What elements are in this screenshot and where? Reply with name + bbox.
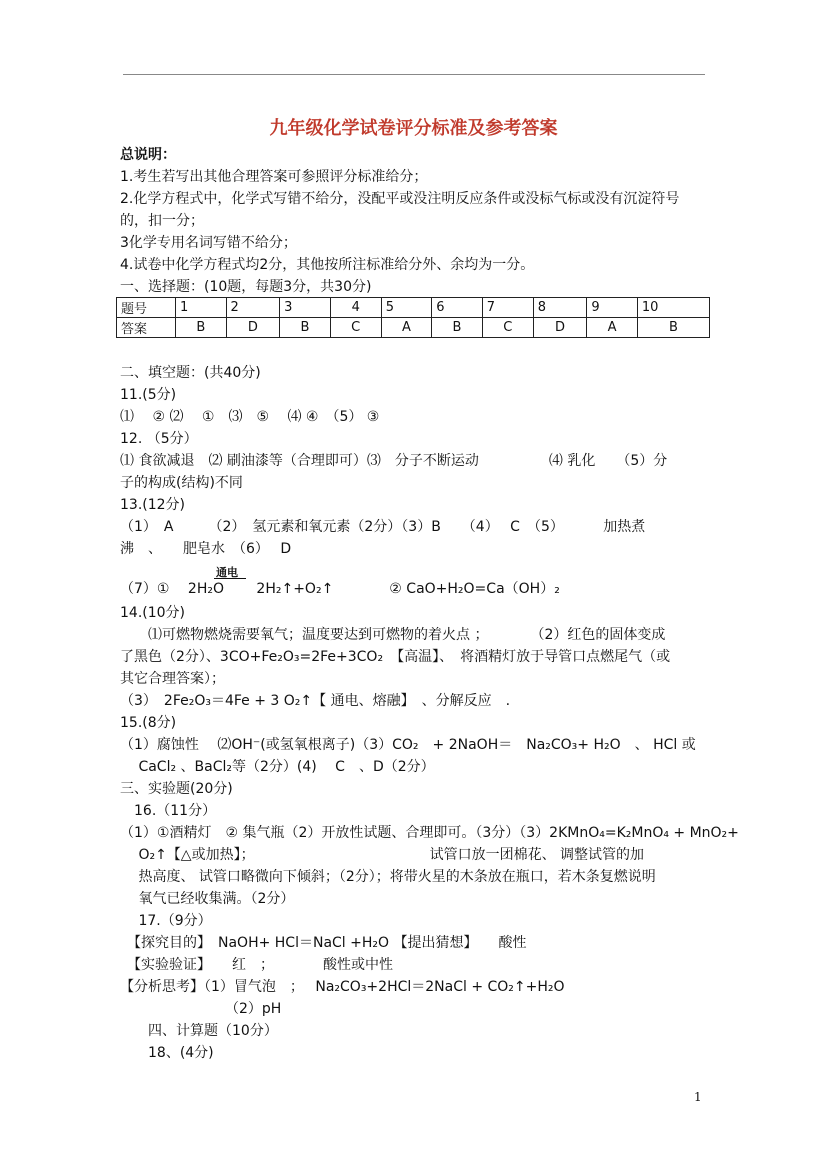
table-cell: A <box>587 318 638 338</box>
general-line: 3化学专用名词写错不给分； <box>120 235 297 251</box>
table-cell: B <box>637 318 709 338</box>
general-line: 的，扣一分； <box>120 213 204 229</box>
answer-line: ⑴ 食欲减退 ⑵ 刷油漆等（合理即可）⑶ 分子不断运动 ⑷ 乳化 （5）分 <box>120 453 668 469</box>
table-cell: 5 <box>381 298 432 318</box>
table-cell: 9 <box>587 298 638 318</box>
table-cell: A <box>381 318 432 338</box>
section3-heading: 三、实验题(20分) <box>120 781 233 797</box>
answer-line: 11.(5分) <box>120 387 177 403</box>
page-number: 1 <box>694 1090 702 1104</box>
table-cell: 2 <box>226 298 280 318</box>
condition-bar <box>214 578 246 579</box>
answer-line: 【实验验证】 红 ； 酸性或中性 <box>120 957 393 973</box>
table-cell: B <box>432 318 483 338</box>
answer-line: 18、(4分) <box>120 1045 214 1061</box>
answer-line: 17.（9分） <box>120 913 212 929</box>
table-cell: C <box>330 318 381 338</box>
answer-line: 沸 、 肥皂水 （6） D <box>120 541 292 557</box>
electrolysis-condition: 通电 <box>216 566 238 579</box>
answer-line: 14.(10分) <box>120 605 186 621</box>
answer-line: 12. （5分） <box>120 431 198 447</box>
answer-line: （1） A （2） 氢元素和氧元素（2分）（3）B （4） C （5） 加热煮 <box>120 519 646 535</box>
answer-line: CaCl₂ 、BaCl₂等（2分）(4) C 、D（2分） <box>120 759 435 775</box>
answer-line: 16.（11分） <box>120 803 217 819</box>
row-label: 题号 <box>117 298 176 318</box>
answer-line: ⑴ ② ⑵ ① ⑶ ⑤ ⑷ ④ （5） ③ <box>120 409 380 425</box>
general-line: 4.试卷中化学方程式均2分，其他按所注标准给分外、余均为一分。 <box>120 257 535 273</box>
answer-line: （1）①酒精灯 ② 集气瓶（2）开放性试题、合理即可。（3分）（3）2KMnO₄=K₂MnO₄ + MnO₂+ <box>120 825 739 841</box>
table-cell: 6 <box>432 298 483 318</box>
answer-line: 子的构成(结构)不同 <box>120 475 243 491</box>
answer-line: 13.(12分) <box>120 497 186 513</box>
table-cell: D <box>226 318 280 338</box>
general-line: 2.化学方程式中，化学式写错不给分，没配平或没注明反应条件或没标气标或没有沉淀符号 <box>120 191 680 207</box>
table-cell: 1 <box>176 298 227 318</box>
answer-line: 了黑色（2分）、3CO+Fe₂O₃=2Fe+3CO₂ 【高温】、 将酒精灯放于导管口点燃尾气（或 <box>120 649 671 665</box>
table-cell: D <box>533 318 587 338</box>
general-heading: 总说明： <box>120 147 176 163</box>
table-row <box>117 298 710 318</box>
answer-line: ⑴可燃物燃烧需要氧气；温度要达到可燃物的着火点 ； （2）红色的固体变成 <box>120 627 666 643</box>
answer-line: 【分析思考】（1）冒气泡 ； Na₂CO₃+2HCl＝2NaCl + CO₂↑+H₂O <box>120 979 565 995</box>
page-title: 九年级化学试卷评分标准及参考答案 <box>269 118 558 139</box>
table-cell: 10 <box>637 298 709 318</box>
header-rule <box>123 74 705 75</box>
answer-line: 15.(8分) <box>120 715 177 731</box>
answer-line: 热高度、 试管口略微向下倾斜；（2分）；将带火星的木条放在瓶口，若木条复燃说明 <box>120 869 656 885</box>
table-cell: B <box>176 318 227 338</box>
answer-line: 【探究目的】 NaOH+ HCl＝NaCl +H₂O 【提出猜想】 酸性 <box>120 935 527 951</box>
table-cell: 8 <box>533 298 587 318</box>
answer-line: （2）pH <box>120 1001 282 1017</box>
table-cell: 7 <box>482 298 533 318</box>
answer-line: O₂↑【△或加热】； 试管口放一团棉花、 调整试管的加 <box>120 847 645 863</box>
section4-heading: 四、计算题（10分） <box>120 1023 278 1039</box>
table-cell: B <box>280 318 331 338</box>
table-cell: C <box>482 318 533 338</box>
row-label: 答案 <box>117 318 176 338</box>
general-line: 1.考生若写出其他合理答案可参照评分标准给分； <box>120 169 428 185</box>
table-cell: 4 <box>330 298 381 318</box>
answer-line: （7）① 2H₂O 2H₂↑+O₂↑ ② CaO+H₂O=Ca（OH）₂ <box>120 581 560 597</box>
answer-line: （1）腐蚀性 ⑵OH⁻(或氢氧根离子)（3）CO₂ + 2NaOH＝ Na₂CO₃+ H₂O 、 HCl 或 <box>120 737 696 753</box>
table-cell: 3 <box>280 298 331 318</box>
section2-heading: 二、填空题：(共40分) <box>120 365 261 381</box>
answer-line: 其它合理答案）； <box>120 671 225 687</box>
answer-line: （3） 2Fe₂O₃＝4Fe + 3 O₂↑【 通电、熔融】 、分解反应 . <box>120 693 511 709</box>
answer-table <box>116 297 710 338</box>
answer-line: 氧气已经收集满。（2分） <box>120 891 295 907</box>
table-row <box>117 318 710 338</box>
section1-heading: 一、选择题：(10题，每题3分，共30分) <box>120 279 372 295</box>
